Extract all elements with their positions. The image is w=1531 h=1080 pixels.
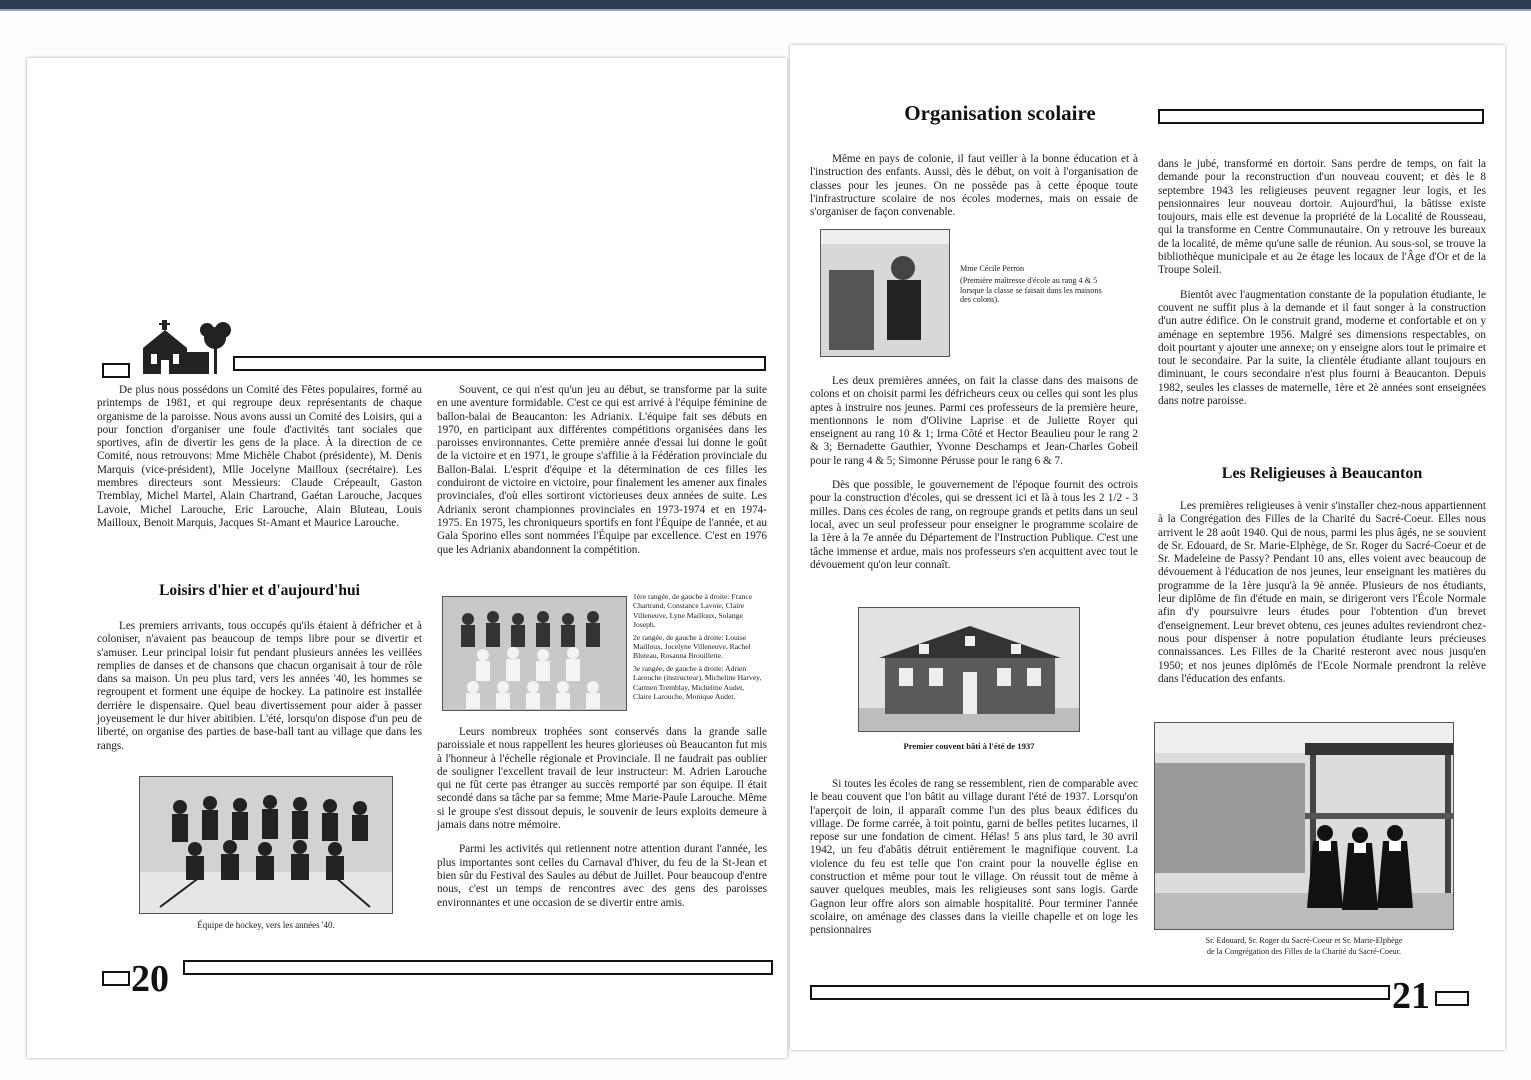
page-20 xyxy=(27,58,787,1058)
broomball-caption xyxy=(633,592,763,704)
rang-schools-paragraph: Dès que possible, le gouvernement de l'époque fournit des octrois pour la construction d'écoles, qui se dressent ici et là à tous les 2 1/2 - 3 milles. Dans ces écoles de rang, on regroupe grands et petits dans un seul local, avec un seul professeur pour enseigner le programme scolaire de la 1ère à la 7e année du Département de l'Instruction Publique. C'est une tâche immense et ardue, mais nos professeurs s'en acquittent avec tout le dévouement qu'on leur connaît. xyxy=(810,479,1138,571)
broomball-team-photo xyxy=(442,596,627,711)
scanner-top-edge-line xyxy=(0,9,1531,11)
footer-bar xyxy=(810,985,1390,1000)
page-21 xyxy=(790,45,1505,1050)
teacher-image xyxy=(821,230,950,357)
cecile-perron-photo xyxy=(820,229,950,357)
perron-name: Mme Cécile Perron xyxy=(960,264,1025,273)
header-bar xyxy=(233,356,766,371)
header-bar xyxy=(1158,109,1484,124)
right-column-1b xyxy=(810,375,1138,583)
adrianix-paragraph: Souvent, ce qui n'est qu'un jeu au début, se transforme par la suite en une aventure formidable. C'est ce qui est arrivé à l'équipe féminine de ballon-balai de Beaucanton: les Adrianix. L'équipe fait ses débuts en 1970, en participant aux différentes compétitions organisées dans les paroisses environnantes. Cette première année d'essai lui donne le goût de la victoire et en 1971, le groupe s'affilie à la Fédération provinciale du Ballon-Balai. L'esprit d'équipe et la détermination de ces filles les conduiront de victoire en victoire, pour finalement les amener aux finales provinciales, d'où elles sortiront victorieuses deux années de suite. Les Adrianix seront championnes provinciales en 1973-1974 et en 1974-1975. En 1975, les chroniqueurs sportifs en font l'Équipe de l'année, et au Gala Sporino elles sont nommées l'Équipe par excellence. C'est en 1976 que les Adrianix abandonnent la compétition. xyxy=(437,384,767,556)
header-bar-small xyxy=(102,363,130,378)
scanner-top-edge xyxy=(0,0,1531,9)
right-column-2 xyxy=(1158,158,1486,419)
footer-bar xyxy=(183,960,773,975)
first-classes-paragraph: Les deux premières années, on fait la classe dans des maisons de colons et on choisit parmi les défricheurs ceux ou celles qui sont les plus aptes à instruire nos jeunes. Parmi ces professeurs de la première heure, mentionnons le nom d'Olivine Laprise et de Juliette Royer qui enseignent au rang 10 & 1; Irma Côté et Hector Beaulieu pour le rang 2 & 3; Bernadette Gauthier, Yvonne Deschamps et Jean-Charles Gobeil pour le rang 4 & 5; Simonne Pérusse pour le rang 6 & 7. xyxy=(810,375,1138,467)
religieuses-paragraph: Les premières religieuses à venir s'installer chez-nous appartiennent à la Congrégation des Filles de la Charité du Sacré-Coeur. Elles nous arrivent le 28 août 1940. Qui de nous, parmi les plus âgés, ne se souvient de Sr. Edouard, de Sr. Marie-Elphège, de Sr. Roger du Sacré-Coeur et de Sr. Madeleine de Passy? Pendant 10 ans, elles voient avec beaucoup de dévouement à l'éducation de nos jeunes, leur enseignant les matières du programme de la 1ère jusqu'à la 9è année. Plusieurs de nos étudiants, leur diplôme de fin d'étude en main, se dirigeront vers l'École Normale afin d'y poursuivre leurs études pour l'obtention d'un brevet d'enseignement. Leur brevet obtenu, ces jeunes adultes reviendront chez-nous pour dispenser à notre population étudiante leurs précieuses connaissances. Les Filles de la Charité resteront avec nous jusqu'en 1950; et nos jeunes diplômés de l'Ecole Normale prendront la relève dans l'éducation des enfants. xyxy=(1158,500,1486,685)
perron-description: (Première maîtresse d'école au rang 4 & 5 lorsque la classe se faisait dans les maisons des colons). xyxy=(960,276,1102,305)
first-convent-photo xyxy=(858,607,1080,732)
committee-paragraph: De plus nous possédons un Comité des Fêtes populaires, formé au printemps de 1981, et qui regroupe deux représentants de chaque organisme de la paroisse. Nous avons aussi un Comité des Loisirs, qui a pour fonction d'organiser une foule d'activités tant sociales que sportives, afin de divertir les gens de la place. À la direction de ce Comité, nous retrouvons: Mme Michèle Chabot (présidente), M. Denis Marquis (vice-président), Mlle Jocelyne Mailloux (secrétaire). Les membres directeurs sont Messieurs: Claude Crépeault, Gaston Tremblay, Michel Martel, Alain Chartrand, Gaétan Larouche, Jacques Lavoie, Michel Larouche, Eric Larouche, Alain Bluteau, Louis Mailloux, Benoit Marquis, Jacques St-Amant et Maurice Larouche. xyxy=(97,384,422,529)
left-column-2 xyxy=(437,384,767,568)
broomball-caption-row1: 1ère rangée, de gauche à droite: France Chartrand, Constance Lavoie, Claire Villeneuve, Lyne Mailloux, Solange Joseph. xyxy=(633,592,753,630)
organisation-heading: Organisation scolaire xyxy=(904,101,1096,125)
broomball-team-image xyxy=(443,597,627,711)
left-column-1 xyxy=(97,384,422,541)
church-icon xyxy=(135,316,235,378)
page-number-21: 21 xyxy=(1392,975,1430,1017)
trophies-paragraph: Leurs nombreux trophées sont conservés dans la grande salle paroissiale et nous rappellent les heures glorieuses où Beaucanton fut mis à l'honneur à l'échelle régionale et Provinciale. Il ne faudrait pas oublier de souligner l'excellent travail de leur instructeur: M. Adrien Larouche qui ne fût certe pas étranger au succès remporté par son équipe. Il était secondé dans sa tâche par sa femme; Mme Marie-Paule Larouche. Même si le groupe s'est dissout depuis, le souvenir de leurs exploits demeure à jamais dans notre mémoire. xyxy=(437,726,767,832)
hockey-team-photo xyxy=(139,776,393,914)
loisirs-heading: Loisirs d'hier et d'aujourd'hui xyxy=(159,582,360,599)
jube-paragraph: dans le jubé, transformé en dortoir. Sans perdre de temps, on fait la demande pour la reconstruction d'un nouveau couvent; et dès le 8 septembre 1943 les religieuses peuvent regagner leur logis, et les pensionnaires leur nouveau dortoir. Aujourd'hui, la bâtisse existe toujours, mais elle est devenue la propriété de la Localité de Rousseau, qui la transforme en Centre Communautaire. On y retrouve les bureaux de la localité, de même qu'une salle de réunion. Au sous-sol, se trouve la bibliothèque municipale et au 2e étage les locaux de l'Âge d'Or et de la Troupe Soleil. xyxy=(1158,158,1486,277)
right-column-1 xyxy=(810,153,1138,230)
convent-image xyxy=(859,608,1080,732)
convent-history-paragraph: Si toutes les écoles de rang se ressemblent, rien de comparable avec le beau couvent que l'on bâtit au village durant l'été de 1937. Lorsqu'on l'aperçoit de loin, il apparaît comme l'un des plus beaux édifices du village. De forme carrée, à toit pointu, garni de belles petites lucarnes, il repose sur une fondation de ciment. Hélas! 5 ans plus tard, le 30 avril 1942, un feu d'abâtis détruit entièrement le magnifique couvent. La violence du feu est telle que l'on craint pour la nouvelle église en construction et même pour tout le village. On réussit tout de même à sauver quelques meubles, mais les religieuses sont sans logis. Garde Gagnon leur offre alors son aimable hospitalité. Pour terminer l'année scolaire, on aménage des classes dans la vieille chapelle et on loge les pensionnaires xyxy=(810,778,1138,937)
broomball-caption-row3: 3e rangée, de gauche à droite: Adrien Larouche (instructeur), Micheline Harvey, Carmen Tremblay, Micheline Audet, Claire Larouche, Monique Audet. xyxy=(633,663,762,702)
footer-bar-small xyxy=(1435,991,1469,1006)
perron-caption xyxy=(960,264,1110,308)
broomball-caption-row2: 2e rangée, de gauche à droite: Louise Mailloux, Jocelyne Villeneuve, Rachel Bluteau, Rosanna Brouillette. xyxy=(633,632,751,661)
footer-bar-small xyxy=(102,971,130,986)
sisters-caption-line2: de la Congrégation des Filles de la Charité du Sacré-Coeur. xyxy=(1206,947,1402,956)
hockey-caption: Équipe de hockey, vers les années '40. xyxy=(197,920,335,930)
right-column-2b xyxy=(1158,500,1486,697)
sisters-photo xyxy=(1154,722,1454,930)
hockey-team-image xyxy=(140,777,393,914)
convent-caption: Premier couvent bâti à l'été de 1937 xyxy=(903,741,1035,751)
education-paragraph: Même en pays de colonie, il faut veiller à la bonne éducation et à l'instruction des enfants. Aussi, dès le début, on voit à l'organisation de classes pour les jeunes. On ne possède pas à cette époque toute l'infrastructure scolaire de nos écoles modernes, mais on essaie de s'organiser de façon convenable. xyxy=(810,153,1138,219)
religieuses-heading: Les Religieuses à Beaucanton xyxy=(1221,465,1423,482)
left-column-1b xyxy=(97,620,422,764)
sisters-image xyxy=(1155,723,1454,930)
page-number-20: 20 xyxy=(131,958,169,1000)
loisirs-paragraph: Les premiers arrivants, tous occupés qu'ils étaient à défricher et à coloniser, n'avaient pas beaucoup de temps libre pour se divertir et s'amuser. Leur principal loisir fut pendant plusieurs années les veillées remplies de danses et de chansons que chacun organisait à tour de rôle dans sa maison. Un peu plus tard, vers les années '40, les hommes se regroupent et forment une équipe de hockey. La patinoire est installée derrière le dispensaire. Quel beau divertissement pour aider à passer joyeusement le dur hiver abitibien. L'été, lorsqu'on dispose d'un peu de liberté, on organise des parties de base-ball tant au village que dans les rangs. xyxy=(97,620,422,752)
activities-paragraph: Parmi les activités qui retiennent notre attention durant l'année, les plus importantes sont celles du Carnaval d'hiver, du feu de la St-Jean et bien sûr du Festival des Saules au début de Juillet. Pour beaucoup d'entre nous, c'est un temps de rencontres avec des gens des paroisses environnantes et une occasion de se divertir entre amis. xyxy=(437,843,767,909)
growth-paragraph: Bientôt avec l'augmentation constante de la population étudiante, le couvent ne suffit plus à la demande et il faut songer à la construction d'un autre édifice. On le construit grand, moderne et confortable et on y aménage en septembre 1956. Malgré ses dimensions respectables, on doit pourtant y ajouter une annexe; on y enseigne alors tout le primaire et tout le secondaire. Par la suite, la clientèle étudiante allant toujours en diminuant, le cours secondaire n'est plus fourni à Beaucanton. Depuis 1982, seules les classes de maternelle, 1ère et 2è années sont enseignées dans notre paroisse. xyxy=(1158,288,1486,408)
sisters-caption-line1: Sr. Edouard, Sr. Roger du Sacré-Coeur et Sr. Marie-Elphège xyxy=(1205,936,1403,945)
left-column-2b xyxy=(437,726,767,921)
right-column-1c xyxy=(810,778,1138,949)
